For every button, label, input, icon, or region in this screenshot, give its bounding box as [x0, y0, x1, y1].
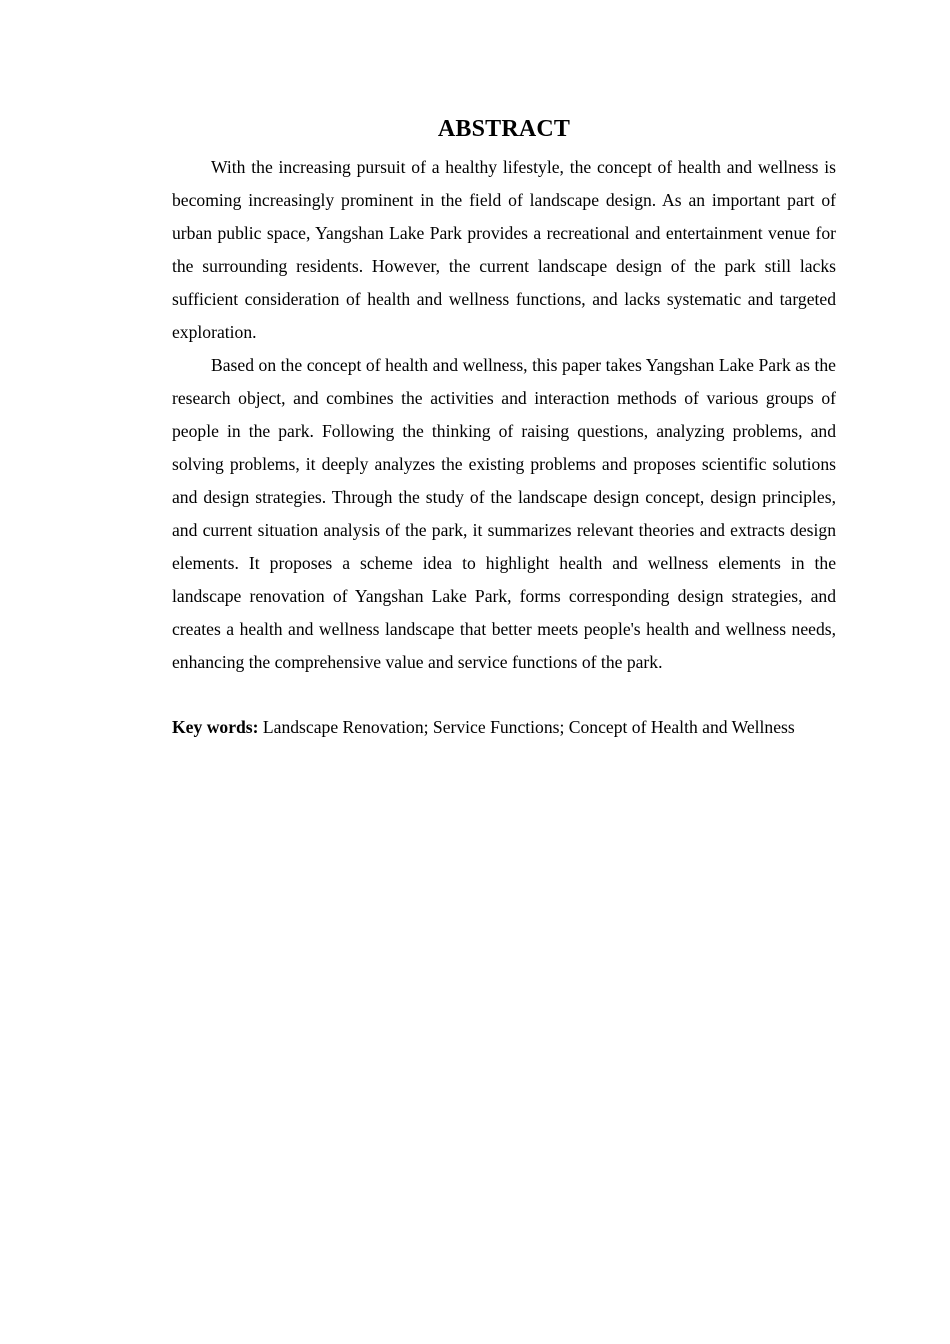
- abstract-page: [172, 113, 836, 744]
- keywords-label: Key words:: [172, 717, 259, 737]
- keywords-line: [172, 711, 836, 744]
- keywords-text: Landscape Renovation; Service Functions; Concept of Health and Wellness: [262, 717, 795, 737]
- abstract-paragraph-1: With the increasing pursuit of a healthy lifestyle, the concept of health and wellness is becoming increasingly prominent in the field of landscape design. As an important part of urban public space, Yangshan Lake Park provides a recreational and entertainment venue for the surrounding residents. However, the current landscape design of the park still lacks sufficient consideration of health and wellness functions, and lacks systematic and targeted exploration.: [172, 157, 836, 342]
- abstract-paragraph-2: Based on the concept of health and wellness, this paper takes Yangshan Lake Park as the research object, and combines the activities and interaction methods of various groups of people in the park. Following the thinking of raising questions, analyzing problems, and solving problems, it deeply analyzes the existing problems and proposes scientific solutions and design strategies. Through the study of the landscape design concept, design principles, and current situation analysis of the park, it summarizes relevant theories and extracts design elements. It proposes a scheme idea to highlight health and wellness elements in the landscape renovation of Yangshan Lake Park, forms corresponding design strategies, and creates a health and wellness landscape that better meets people's health and wellness needs, enhancing the comprehensive value and service functions of the park.: [172, 355, 836, 672]
- abstract-title: ABSTRACT: [437, 116, 571, 142]
